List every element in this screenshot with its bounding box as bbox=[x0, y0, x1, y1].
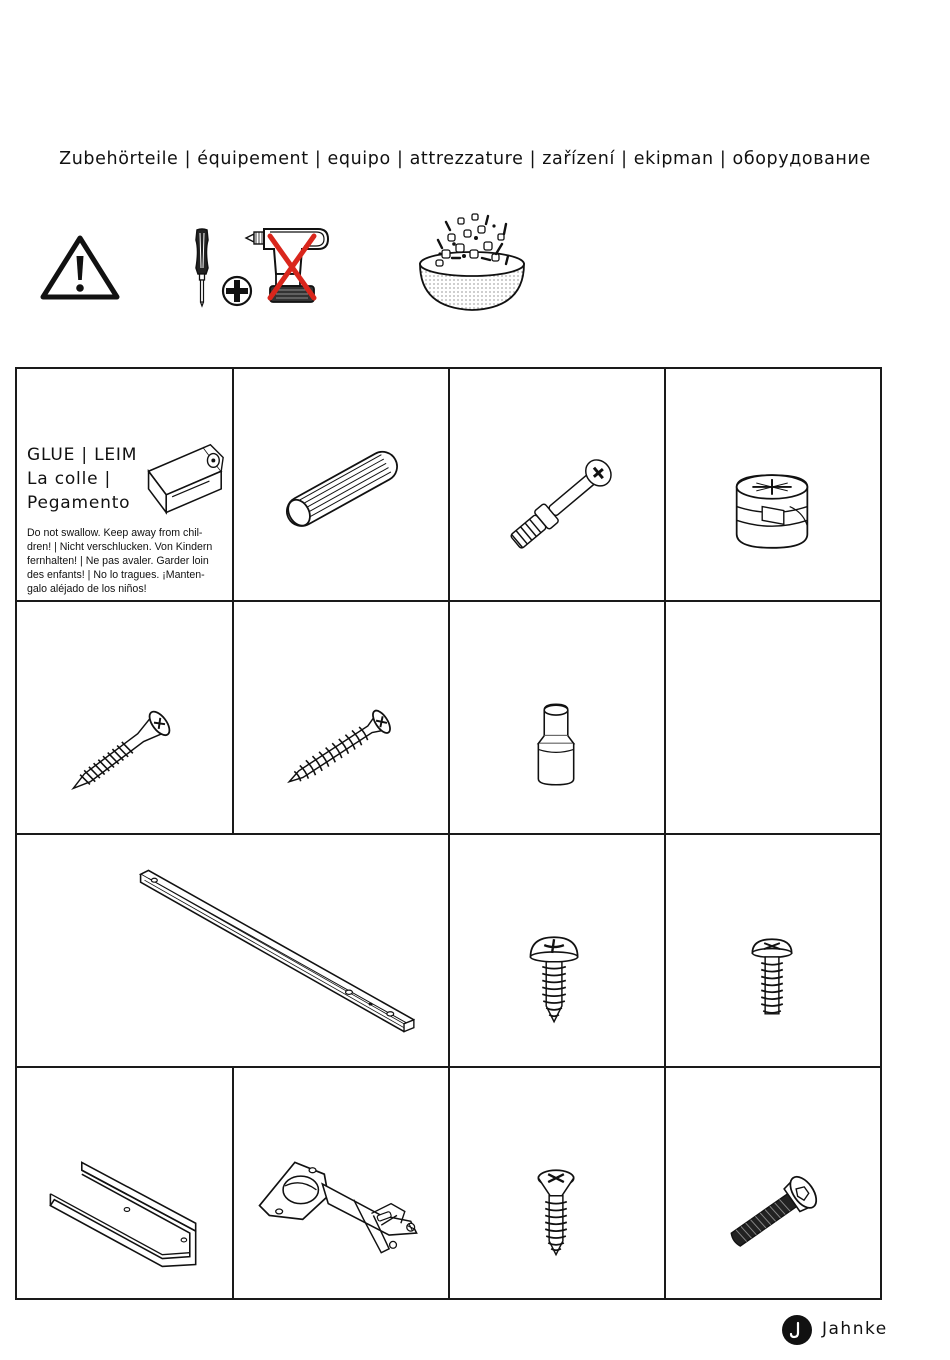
part-cam-bolt bbox=[448, 367, 666, 602]
part-countersunk-screw bbox=[448, 1066, 666, 1300]
part-wood-screw-large bbox=[15, 600, 234, 835]
glue-title-line: GLUE | LEIM bbox=[27, 445, 138, 465]
pan-head-screw-icon bbox=[450, 835, 664, 1066]
wood-screw-small-icon bbox=[234, 602, 448, 833]
brand-name: Jahnke bbox=[822, 1319, 888, 1339]
wooden-dowel-icon bbox=[234, 369, 448, 600]
part-l-profile bbox=[15, 1066, 234, 1300]
glue-warning-line: galo aléjado de los niños! bbox=[27, 583, 147, 595]
phillips-screwdriver-icon bbox=[192, 228, 212, 308]
tool-icons-row bbox=[30, 210, 550, 320]
parts-bowl-icon bbox=[412, 210, 532, 314]
cabinet-hinge-icon bbox=[234, 1068, 448, 1298]
glue-title-line: Pegamento bbox=[27, 493, 131, 513]
part-shelf-pin bbox=[448, 600, 666, 835]
brand-badge bbox=[782, 1315, 812, 1345]
no-power-drill-icon bbox=[242, 224, 332, 308]
part-hinge bbox=[232, 1066, 450, 1300]
part-pan-head-screw bbox=[448, 833, 666, 1068]
equipment-heading: Zubehörteile | équipement | equipo | attrezzature | zařízení | ekipman | оборудование bbox=[59, 149, 871, 169]
glue-warning-line: Do not swallow. Keep away from chil- bbox=[27, 527, 203, 539]
part-connector-bolt bbox=[664, 1066, 882, 1300]
parts-grid bbox=[15, 367, 882, 1300]
cam-lock-icon bbox=[666, 369, 880, 600]
shelf-pin-icon bbox=[450, 602, 664, 833]
part-dowel bbox=[232, 367, 450, 602]
l-profile-bracket-icon bbox=[17, 1068, 232, 1298]
cam-bolt-icon bbox=[450, 369, 664, 600]
countersunk-screw-icon bbox=[450, 1068, 664, 1298]
part-wood-screw-small bbox=[232, 600, 450, 835]
warning-triangle-icon bbox=[40, 234, 120, 302]
drawer-runner-rail-icon bbox=[17, 835, 448, 1066]
part-empty bbox=[664, 600, 882, 835]
connector-bolt-icon bbox=[666, 1068, 880, 1298]
glue-warning-line: dren! | Nicht verschlucken. Von Kindern bbox=[27, 541, 213, 553]
wood-screw-large-icon bbox=[17, 602, 232, 833]
glue-warning-text bbox=[27, 526, 232, 596]
brand-logo bbox=[780, 1313, 920, 1353]
part-cam-lock bbox=[664, 367, 882, 602]
part-truss-head-screw bbox=[664, 833, 882, 1068]
truss-head-screw-icon bbox=[666, 835, 880, 1066]
part-drawer-rail bbox=[15, 833, 450, 1068]
glue-title-line: La colle | bbox=[27, 469, 112, 489]
brand-j-icon bbox=[782, 1315, 812, 1345]
glue-warning-line: fernhalten! | Ne pas avaler. Garder loin bbox=[27, 555, 209, 567]
glue-warning-line: des enfants! | No lo tragues. ¡Manten- bbox=[27, 569, 205, 581]
part-glue bbox=[15, 367, 234, 602]
